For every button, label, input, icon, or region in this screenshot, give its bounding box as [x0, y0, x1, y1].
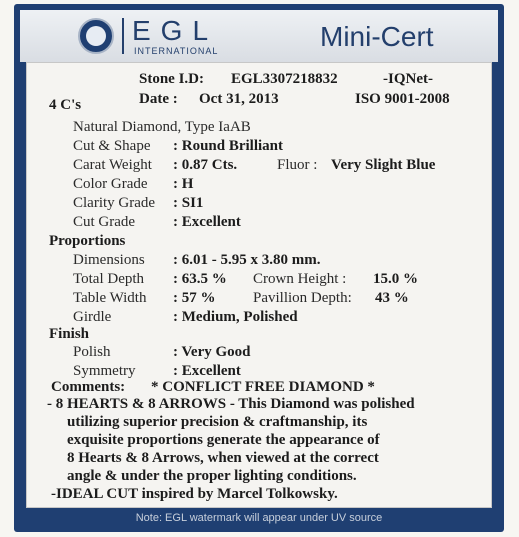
proportions-heading: Proportions [49, 233, 126, 249]
comment-line: angle & under the proper lighting conditions. [67, 468, 357, 484]
crown-height-label: Crown Height : [253, 271, 347, 287]
cut-grade-label: Cut Grade [73, 214, 136, 230]
dimensions-value: : 6.01 - 5.95 x 3.80 mm. [173, 252, 321, 268]
fluor-value: Very Slight Blue [331, 157, 436, 173]
certificate-header [20, 10, 498, 62]
clarity-grade-value: : SI1 [173, 195, 204, 211]
certificate-body [26, 62, 492, 508]
cut-shape-value: : Round Brilliant [173, 138, 284, 154]
uv-watermark-note: Note: EGL watermark will appear under UV source [135, 512, 383, 524]
pavillion-depth-label: Pavillion Depth: [253, 290, 352, 306]
polish-label: Polish [73, 344, 111, 360]
logo-divider [122, 18, 124, 54]
table-width-label: Table Width [73, 290, 147, 306]
comment-line: exquisite proportions generate the appearance of [67, 432, 380, 448]
date-value: Oct 31, 2013 [199, 91, 279, 107]
stone-id-value: EGL3307218832 [231, 71, 338, 87]
iqnet-label: -IQNet- [383, 71, 433, 87]
crown-height-value: 15.0 % [373, 271, 418, 287]
certificate-title: Mini-Cert [320, 21, 434, 52]
iso-label: ISO 9001-2008 [355, 91, 450, 107]
brand-name: EGL [132, 15, 219, 46]
total-depth-label: Total Depth [73, 271, 145, 287]
four-cs-heading: 4 C's [49, 97, 82, 113]
date-label: Date : [139, 91, 178, 107]
globe-icon [86, 26, 106, 46]
table-width-value: : 57 % [173, 290, 216, 306]
comments-label: Comments: [51, 379, 126, 395]
carat-value: : 0.87 Cts. [173, 157, 238, 173]
symmetry-value: : Excellent [173, 363, 241, 379]
color-grade-label: Color Grade [73, 176, 148, 192]
egl-logo [78, 18, 114, 54]
stone-id-label: Stone I.D: [139, 71, 205, 87]
fluor-label: Fluor : [277, 157, 318, 173]
comment-line: -IDEAL CUT inspired by Marcel Tolkowsky. [51, 486, 338, 502]
color-grade-value: : H [173, 176, 194, 192]
girdle-value: : Medium, Polished [173, 309, 298, 325]
cut-grade-value: : Excellent [173, 214, 241, 230]
comment-line: 8 Hearts & 8 Arrows, when viewed at the correct [67, 450, 379, 466]
finish-heading: Finish [49, 326, 90, 342]
clarity-grade-label: Clarity Grade [73, 195, 156, 211]
symmetry-label: Symmetry [73, 363, 136, 379]
dimensions-label: Dimensions [73, 252, 145, 268]
pavillion-depth-value: 43 % [375, 290, 409, 306]
diamond-type: Natural Diamond, Type IaAB [73, 119, 251, 135]
carat-label: Carat Weight [73, 157, 152, 173]
polish-value: : Very Good [173, 344, 251, 360]
conflict-free-note: * CONFLICT FREE DIAMOND * [151, 379, 375, 395]
total-depth-value: : 63.5 % [173, 271, 227, 287]
comment-line: - 8 HEARTS & 8 ARROWS - This Diamond was polished [47, 396, 415, 412]
cut-shape-label: Cut & Shape [73, 138, 151, 154]
brand-subtitle: INTERNATIONAL [134, 46, 219, 56]
girdle-label: Girdle [73, 309, 112, 325]
comment-line: utilizing superior precision & craftmanship, its [67, 414, 368, 430]
